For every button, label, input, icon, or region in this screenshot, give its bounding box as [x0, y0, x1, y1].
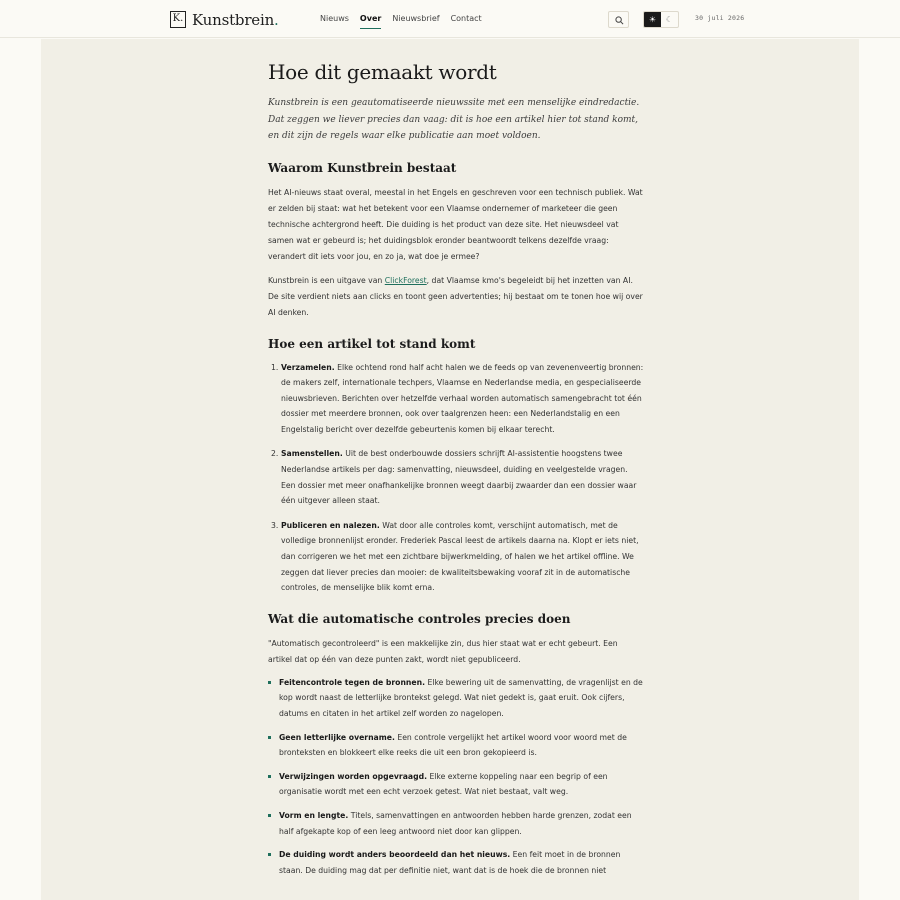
list-item	[268, 847, 644, 878]
step-number: 3.	[271, 520, 279, 530]
article-lead: Kunstbrein is een geautomatiseerde nieuwssite met een menselijke eindredactie. Dat zeggen we liever precies dan vaag: dit is hoe een artikel hier tot stand komt, en dit zijn de regels waar elke publicatie aan moet voldoen.	[268, 98, 640, 141]
bullet	[268, 853, 271, 856]
nav-item-contact[interactable]: Contact	[450, 14, 482, 23]
bullet	[268, 814, 271, 817]
site-logo[interactable]	[170, 10, 279, 29]
step-text: Wat door alle controles komt, verschijnt automatisch, met de volledige bronnenlijst eronder. Frederiek Pascal leest de artikels daarna na. Klopt er iets niet, dan corrigeren we het met een zichtbare bijwerkmelding, of halen we het artikel offline. We zeggen dat liever precies dan mooier: de kwaliteitsbewaking vooraf zit in de automatische controles, de menselijke blik komt erna.	[281, 520, 639, 593]
nav-item-over[interactable]: Over	[359, 14, 382, 23]
logo-mark: K.	[170, 11, 186, 28]
step-title: Samenstellen.	[281, 449, 343, 459]
theme-toggle[interactable]	[643, 11, 679, 28]
list-item	[268, 446, 644, 508]
paragraph-publisher	[268, 273, 644, 321]
check-title: Feitencontrole tegen de bronnen.	[279, 677, 426, 687]
check-text: Een feit moet in de bronnen staan. De duiding mag dat per definitie niet, want dat is de hoek die de bronnen niet	[279, 850, 621, 875]
step-number: 2.	[271, 449, 279, 459]
bullet	[268, 775, 271, 778]
logo-dot: .	[274, 10, 279, 29]
step-text: Elke ochtend rond half acht halen we de feeds op van zevenenveertig bronnen: de makers zelf, internationale techpers, Vlaamse en Nederlandse media, en gespecialiseerde nieuwsbrieven. Berichten over hetzelfde verhaal worden automatisch samengebracht tot één dossier met meerdere bronnen, ook over taalgrenzen heen: een Nederlandstalig en een Engelstalig bericht over dezelfde gebeurtenis komen bij elkaar terecht.	[281, 362, 644, 434]
clickforest-link[interactable]: ClickForest	[384, 275, 427, 285]
check-title: Geen letterlijke overname.	[279, 732, 395, 742]
list-item	[268, 360, 644, 438]
logo-text: Kunstbrein	[192, 10, 275, 29]
checks-list	[268, 675, 644, 879]
check-title: De duiding wordt anders beoordeeld dan het nieuws.	[279, 850, 511, 860]
current-date: 30 juli 2026	[695, 14, 745, 22]
paragraph: "Automatisch gecontroleerd" is een makkelijke zin, dus hier staat wat er echt gebeurt. Een artikel dat op één van deze punten zakt, wordt niet gepubliceerd.	[268, 638, 618, 664]
check-title: Vorm en lengte.	[279, 810, 349, 820]
main-nav	[320, 14, 493, 24]
step-text: Uit de best onderbouwde dossiers schrijft AI-assistentie hoogstens twee Nederlandse artikels per dag: samenvatting, nieuwsdeel, duiding en veelgestelde vragen. Een dossier met meer onafhankelijke bronnen weegt daarbij zwaarder dan een dossier waar één uitgever alleen staat.	[281, 449, 637, 506]
section-heading-how: Hoe een artikel tot stand komt	[268, 336, 476, 351]
site-header	[0, 0, 900, 38]
page-title: Hoe dit gemaakt wordt	[268, 60, 497, 84]
check-text: Elke externe koppeling naar een begrip of een organisatie wordt met een echt verzoek getest. Wat niet bestaat, valt weg.	[279, 771, 608, 797]
text: Kunstbrein is een uitgave van	[268, 275, 385, 285]
list-item	[268, 730, 644, 761]
list-item	[268, 808, 644, 839]
content-panel	[41, 39, 859, 900]
moon-icon[interactable]: ☾	[665, 15, 674, 24]
check-title: Verwijzingen worden opgevraagd.	[279, 771, 427, 781]
search-button[interactable]	[608, 11, 629, 28]
sun-icon[interactable]: ☀	[644, 12, 661, 27]
section-heading-why: Waarom Kunstbrein bestaat	[268, 160, 457, 175]
nav-item-nieuws[interactable]: Nieuws	[320, 14, 349, 23]
list-item	[268, 675, 644, 722]
list-item	[268, 518, 644, 596]
article	[268, 58, 644, 878]
bullet	[268, 681, 271, 684]
search-icon	[615, 16, 624, 25]
check-text: Titels, samenvattingen en antwoorden hebben harde grenzen, zodat een half afgekapte kop of een leeg antwoord niet door kan glippen.	[279, 810, 632, 836]
step-title: Publiceren en nalezen.	[281, 520, 380, 530]
nav-item-nieuwsbrief[interactable]: Nieuwsbrief	[392, 14, 440, 23]
list-item	[268, 769, 644, 800]
text: , dat Vlaamse kmo's begeleidt bij het inzetten van AI. De site verdient niets aan clicks en toont geen advertenties; hij bestaat om te tonen hoe wij over AI denken.	[268, 275, 643, 317]
step-number: 1.	[271, 362, 279, 372]
check-text: Elke bewering uit de samenvatting, de vragenlijst en de kop wordt naast de letterlijke brontekst gelegd. Wat niet gedekt is, gaat eruit. Ook cijfers, datums en citaten in het artikel zelf worden zo nagelopen.	[279, 677, 643, 718]
check-text: Een controle vergelijkt het artikel woord voor woord met de bronteksten en blokkeert elke reeks die uit een bron gekopieerd is.	[279, 732, 627, 758]
section-heading-checks: Wat die automatische controles precies doen	[268, 611, 571, 626]
paragraph: Het AI-nieuws staat overal, meestal in het Engels en geschreven voor een technisch publiek. Wat er zelden bij staat: wat het betekent voor een Vlaamse ondernemer of marketeer die geen technische achtergrond heeft. Die duiding is het product van deze site. Het nieuwsdeel vat samen wat er gebeurd is; het duidingsblok eronder beantwoordt telkens dezelfde vraag: verandert dit iets voor jou, en zo ja, wat doe je ermee?	[268, 187, 643, 261]
step-title: Verzamelen.	[281, 362, 335, 372]
bullet	[268, 736, 271, 739]
steps-list	[268, 360, 644, 596]
